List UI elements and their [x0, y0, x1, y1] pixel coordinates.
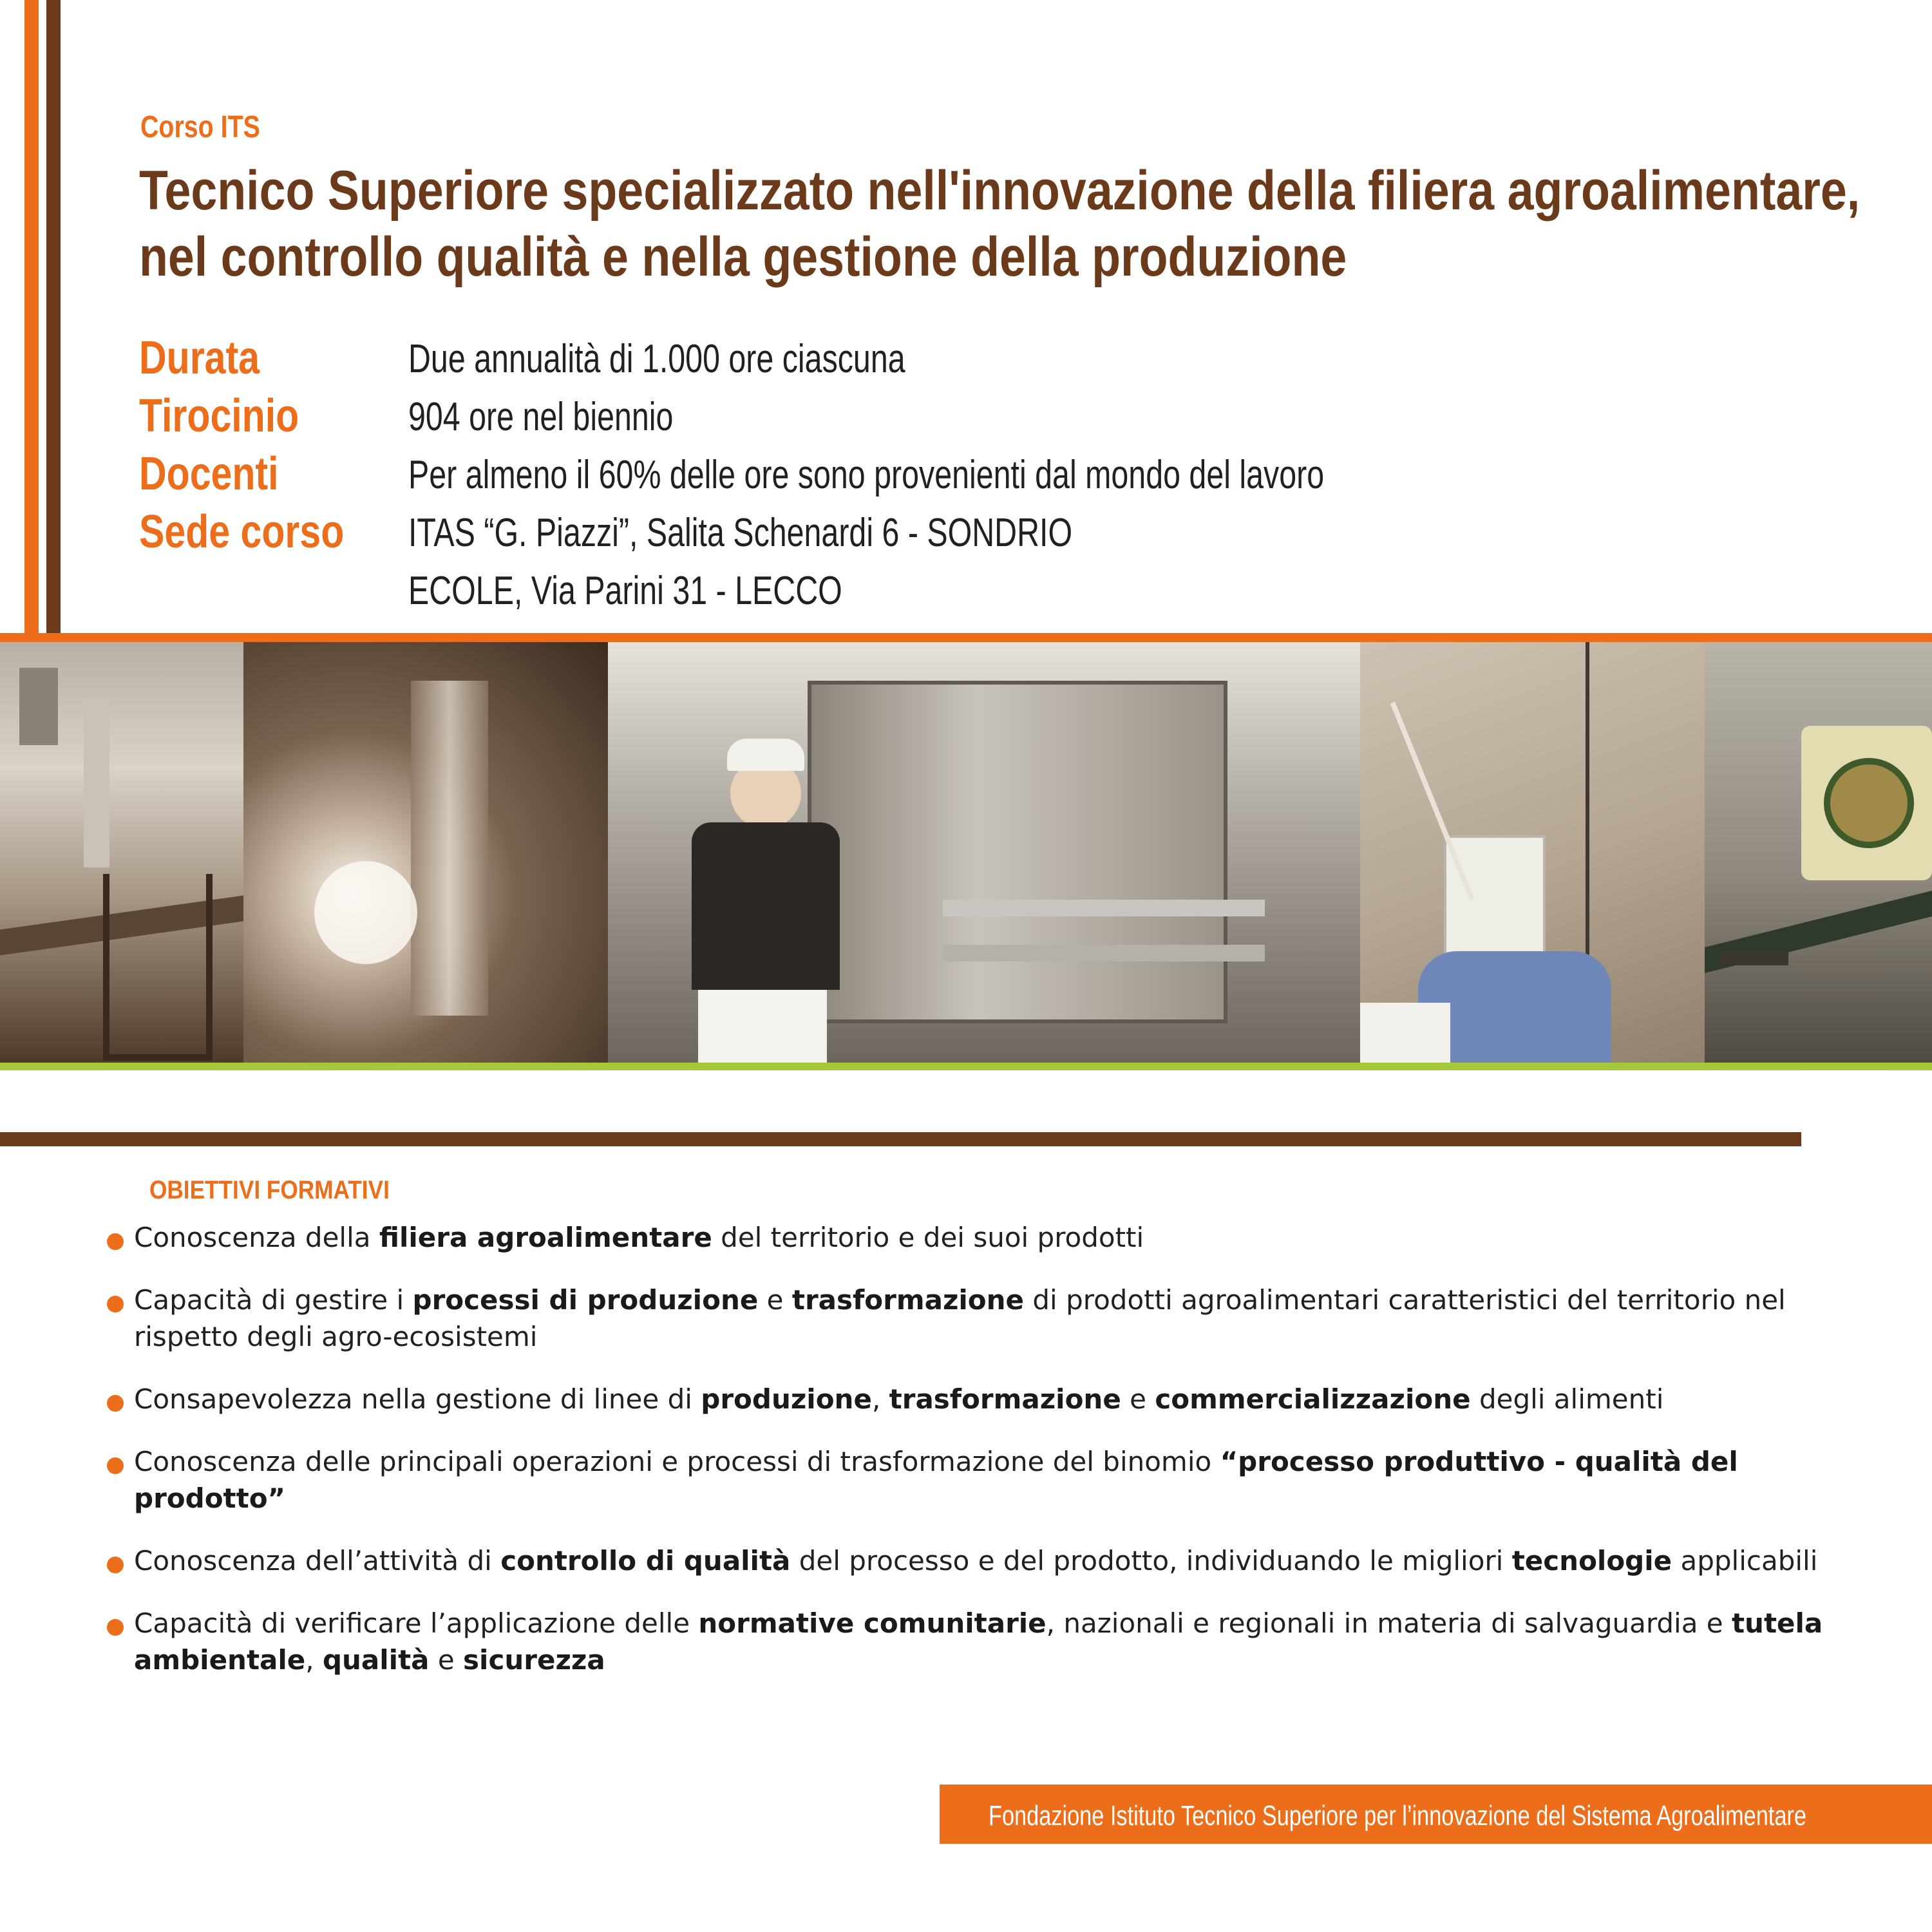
photo-conveyor — [1705, 642, 1932, 1063]
bullet-icon — [107, 1457, 124, 1474]
docenti-label: Docenti — [139, 448, 279, 500]
list-item: Capacità di gestire i processi di produzione e trasformazione di prodotti agroalimentari caratteristici del territorio nel rispetto degli agro-ecosistemi — [106, 1282, 1870, 1355]
bullet-icon — [107, 1233, 124, 1250]
objectives-title: OBIETTIVI FORMATIVI — [149, 1176, 390, 1204]
photo-operator — [608, 642, 1360, 1063]
photo-strip — [0, 642, 1932, 1063]
list-item: Conoscenza della filiera agroalimentare del territorio e dei suoi prodotti — [106, 1219, 1870, 1256]
bullet-icon — [107, 1395, 124, 1412]
sede-value-lecco: ECOLE, Via Parini 31 - LECCO — [408, 569, 842, 613]
photo-strip-bottom-rule — [0, 1063, 1932, 1070]
course-title — [139, 158, 1932, 290]
left-orange-bar — [24, 0, 39, 634]
sede-label: Sede corso — [139, 506, 345, 558]
left-brown-bar — [46, 0, 61, 634]
durata-label: Durata — [139, 332, 260, 384]
photo-strip-top-rule — [0, 633, 1932, 642]
photo-carton — [1360, 642, 1705, 1063]
section-divider — [0, 1132, 1801, 1146]
photo-bottles — [243, 642, 608, 1063]
tirocinio-label: Tirocinio — [139, 390, 299, 442]
bullet-icon — [107, 1619, 124, 1636]
list-item: Consapevolezza nella gestione di linee di produzione, trasformazione e commercializzazione degli alimenti — [106, 1381, 1870, 1417]
course-kicker: Corso ITS — [140, 110, 260, 144]
sede-value-sondrio: ITAS “G. Piazzi”, Salita Schenardi 6 - SONDRIO — [408, 511, 1073, 555]
footer-text: Fondazione Istituto Tecnico Superiore per l’innovazione del Sistema Agroalimentare — [989, 1800, 1806, 1832]
course-title-line-1: Tecnico Superiore specializzato nell'innovazione della filiera agroalimentare, — [139, 160, 1861, 222]
photo-plant — [0, 642, 243, 1063]
objectives-list — [106, 1219, 1870, 1704]
list-item: Conoscenza dell’attività di controllo di qualità del processo e del prodotto, individuando le migliori tecnologie applicabili — [106, 1542, 1870, 1579]
list-item: Conoscenza delle principali operazioni e processi di trasformazione del binomio “processo produttivo - qualità del prodotto” — [106, 1443, 1870, 1517]
tirocinio-value: 904 ore nel biennio — [408, 395, 674, 439]
bullet-icon — [107, 1557, 124, 1573]
bullet-icon — [107, 1296, 124, 1312]
docenti-value: Per almeno il 60% delle ore sono provenienti dal mondo del lavoro — [408, 453, 1325, 497]
durata-value: Due annualità di 1.000 ore ciascuna — [408, 337, 905, 381]
list-item: Capacità di verificare l’applicazione delle normative comunitarie, nazionali e regionali in materia di salvaguardia e tutela ambientale, qualità e sicurezza — [106, 1605, 1870, 1678]
course-title-line-2: nel controllo qualità e nella gestione della produzione — [139, 226, 1347, 288]
